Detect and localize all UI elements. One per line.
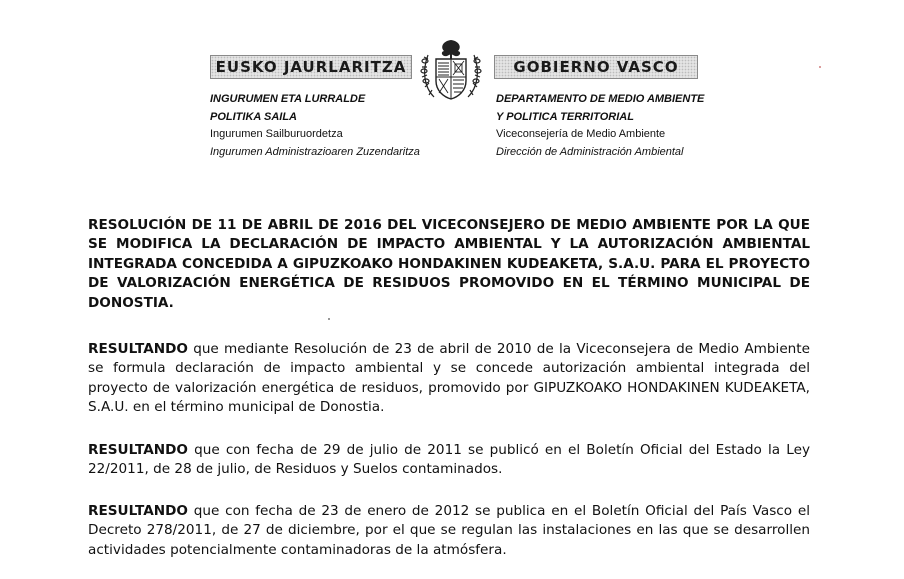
header-title-basque-text: EUSKO JAURLARITZA xyxy=(215,58,407,76)
header-title-spanish-text: GOBIERNO VASCO xyxy=(513,58,679,76)
paragraph-resultando-1 xyxy=(88,340,810,418)
paragraph-keyword: RESULTANDO xyxy=(88,341,188,357)
directorate-basque: Ingurumen Administrazioaren Zuzendaritza xyxy=(210,145,420,158)
directorate-spanish: Dirección de Administración Ambiental xyxy=(496,145,684,158)
paragraph-text: que con fecha de 29 de julio de 2011 se publicó en el Boletín Oficial del Estado la Ley 22/2011, de 28 de julio, de Residuos y Suelos contaminados. xyxy=(88,442,810,478)
sub-office-basque: Ingurumen Sailburuordetza xyxy=(210,128,343,140)
paragraph-text: que con fecha de 23 de enero de 2012 se publica en el Boletín Oficial del País Vasco el Decreto 278/2011, de 27 de diciembre, por el que se regulan las instalaciones en las que se desarrollen actividades potencialmente contaminadoras de la atmósfera. xyxy=(88,503,810,558)
department-block-spanish xyxy=(496,91,704,161)
paragraph-resultando-3 xyxy=(88,502,810,560)
header-title-spanish xyxy=(494,55,698,79)
paragraph-keyword: RESULTANDO xyxy=(88,442,188,458)
paragraph-text: que mediante Resolución de 23 de abril de 2010 de la Viceconsejera de Medio Ambiente se formula declaración de impacto ambiental y se concede autorización ambiental integrada del proyecto de valorización energética de residuos, promovido por GIPUZKOAKO HONDAKINEN KUDEAKETA, S.A.U. en el término municipal de Donostia. xyxy=(88,341,810,416)
sub-office-spanish: Viceconsejería de Medio Ambiente xyxy=(496,128,666,140)
paragraph-keyword: RESULTANDO xyxy=(88,503,188,519)
scan-speck xyxy=(819,66,821,68)
dept-name-line1-spanish: DEPARTAMENTO DE MEDIO AMBIENTE xyxy=(496,93,705,105)
dept-name-line2-basque: POLITIKA SAILA xyxy=(210,110,297,123)
scan-speck xyxy=(328,318,330,320)
dept-name-line1-basque: INGURUMEN ETA LURRALDE xyxy=(210,93,366,105)
department-block-basque xyxy=(210,91,420,161)
header-title-basque xyxy=(210,55,412,79)
paragraph-resultando-2 xyxy=(88,441,810,480)
dept-name-line2-spanish: Y POLITICA TERRITORIAL xyxy=(496,110,634,123)
basque-government-coat-of-arms-icon xyxy=(416,37,486,105)
resolution-title: RESOLUCIÓN DE 11 DE ABRIL DE 2016 DEL VICECONSEJERO DE MEDIO AMBIENTE POR LA QUE SE MODIFICA LA DECLARACIÓN DE IMPACTO AMBIENTAL Y LA AUTORIZACIÓN AMBIENTAL INTEGRADA CONCEDIDA A GIPUZKOAKO HONDAKINEN KUDEAKETA, S.A.U. PARA EL PROYECTO DE VALORIZACIÓN ENERGÉTICA DE RESIDUOS PROMOVIDO EN EL TÉRMINO MUNICIPAL DE DONOSTIA. xyxy=(88,217,810,311)
